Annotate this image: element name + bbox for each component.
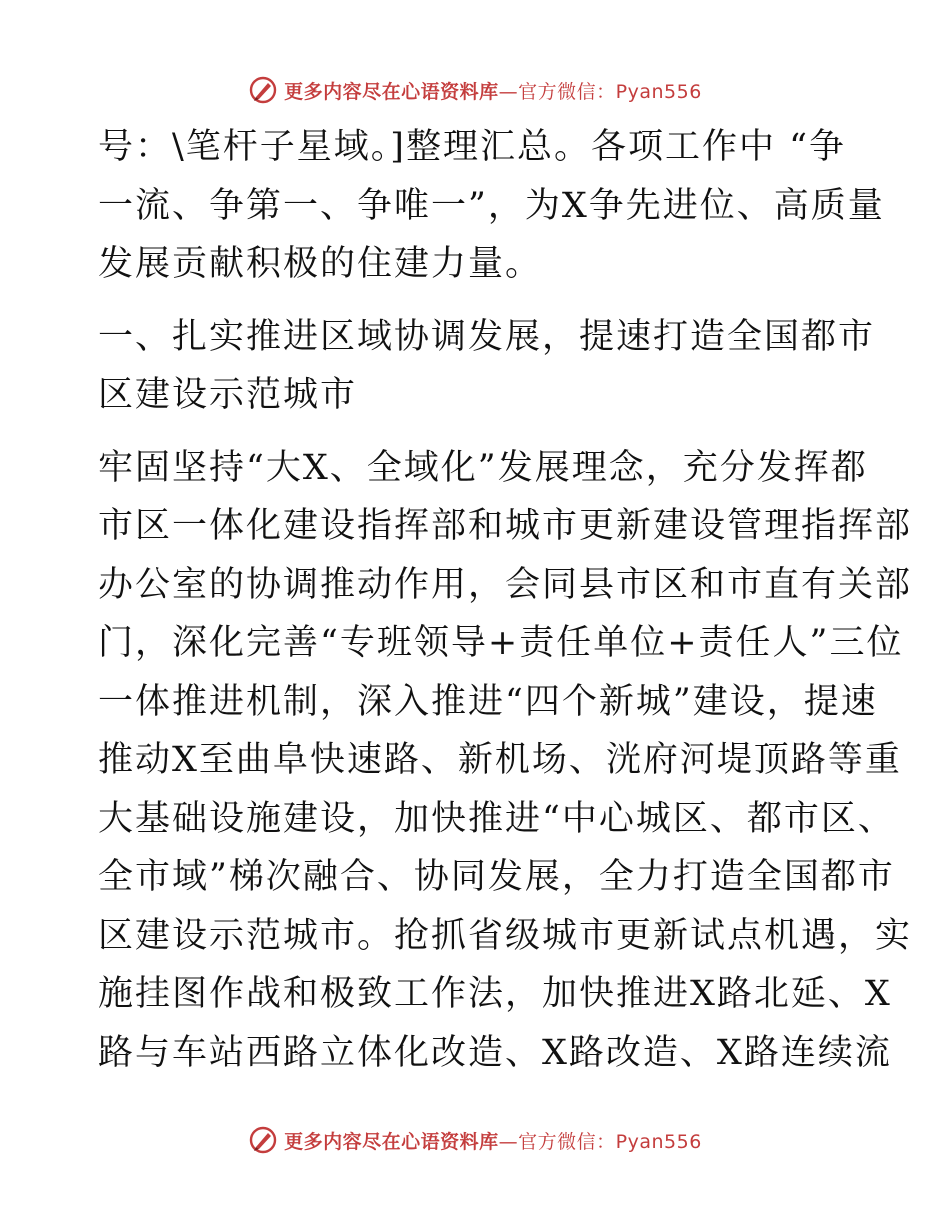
body-paragraph [98,439,913,1083]
text-line: 推动X至曲阜快速路、新机场、洸府河堤顶路等重 [98,740,902,780]
header-banner-text: 更多内容尽在心语资料库—官方微信：Pyan556 [284,80,702,103]
text-line: 号：\笔杆子星域。]整理汇总。各项工作中 “争 [98,127,846,167]
text-line: 一体推进机制，深入推进“四个新城”建设，提速 [98,681,878,722]
text-line: 全市域”梯次融合、协同发展，全力打造全国都市 [98,857,895,897]
footer-banner [0,1120,950,1160]
text-line: 发展贡献积极的住建力量。 [98,244,543,284]
footer-banner-text: 更多内容尽在心语资料库—官方微信：Pyan556 [284,1130,702,1153]
text-line: 区建设示范城市。抢抓省级城市更新试点机遇，实 [98,915,913,956]
paragraph-gap [98,425,858,439]
document-body [98,118,913,1082]
text-line: 办公室的协调推动作用，会同县市区和市直有关部 [98,564,913,605]
text-line: 市区一体化建设指挥部和城市更新建设管理指挥部 [98,506,913,546]
paragraph-continuation [98,118,885,294]
text-line: 牢固坚持“大X、全域化”发展理念，充分发挥都 [98,447,868,488]
heading-line: 区建设示范城市 [98,375,358,415]
header-banner [0,70,950,110]
pen-logo-icon [248,75,278,105]
text-line: 一流、争第一、争唯一”，为X争先进位、高质量 [98,185,885,226]
heading-line: 一、扎实推进区域协调发展，提速打造全国都市 [98,316,876,357]
paragraph-gap [98,294,858,308]
section-heading [98,308,876,425]
pen-logo-icon [248,1125,278,1155]
text-line: 门，深化完善“专班领导+责任单位+责任人”三位 [98,623,904,663]
text-line: 路与车站西路立体化改造、X路改造、X路连续流 [98,1032,892,1073]
text-line: 大基础设施建设，加快推进“中心城区、都市区、 [98,798,895,839]
text-line: 施挂图作战和极致工作法，加快推进X路北延、X [98,974,892,1014]
